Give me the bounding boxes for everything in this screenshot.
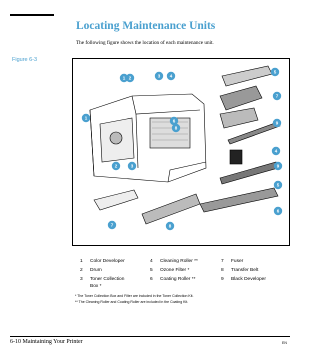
legend-name: Toner Collection — [90, 277, 125, 282]
callout-text: 5 — [276, 182, 280, 188]
callout-text: 4 — [274, 148, 278, 154]
footnote-2: ** The Cleaning Roller and Coating Roller are included in the Coating Kit. — [75, 300, 189, 304]
footnote-1: * The Toner Collection Box and Filter are included in the Toner Collection Kit. — [75, 294, 194, 298]
callout-text: 1 — [84, 115, 88, 121]
callout-text: 7 — [110, 222, 114, 228]
callout-text: 7 — [275, 93, 279, 99]
callout-text: 8 — [168, 223, 172, 229]
legend-num: 4 — [150, 259, 153, 264]
unit-filter — [230, 150, 242, 164]
printer-illustration — [90, 94, 206, 182]
unit-developer-9 — [222, 66, 272, 86]
legend-num: 2 — [80, 268, 83, 273]
legend-num: 8 — [221, 268, 224, 273]
maintenance-units-illustration — [72, 58, 290, 246]
legend-name: Drum — [90, 268, 102, 273]
unit-drum — [142, 194, 200, 224]
footnotes — [75, 293, 193, 305]
legend-num: 5 — [150, 268, 153, 273]
legend-name: Ozone Filter * — [160, 268, 190, 273]
callout-text: 6 — [172, 118, 176, 124]
callout-text: 4 — [169, 73, 173, 79]
page-footer: 6-10 Maintaining Your Printer — [10, 339, 83, 345]
unit-belt — [200, 188, 278, 212]
language-code: EN — [282, 341, 287, 345]
bottom-rule — [10, 336, 290, 337]
legend-num: 1 — [80, 259, 83, 264]
callout-text: 2 — [128, 75, 132, 81]
legend-name: Coating Roller ** — [160, 277, 196, 282]
callout-text: 8 — [174, 125, 178, 131]
callout-text: 3 — [157, 73, 161, 79]
legend-name: Color Developer — [90, 259, 125, 264]
legend-num: 7 — [221, 259, 224, 264]
legend-name: Black Developer — [231, 277, 266, 282]
intro-text: The following figure shows the location of each maintenance unit. — [76, 40, 214, 46]
legend-name: Box * — [90, 284, 102, 289]
legend-num: 3 — [80, 277, 83, 282]
legend-name: Transfer Belt — [231, 268, 259, 273]
section-title: Locating Maintenance Units — [76, 20, 216, 32]
top-rule — [10, 14, 54, 16]
legend-num: 6 — [150, 277, 153, 282]
callout-text: 2 — [114, 163, 118, 169]
callout-text: 5 — [273, 69, 277, 75]
callout-text: 1 — [122, 75, 126, 81]
figure-label: Figure 6-3 — [12, 57, 38, 63]
legend-num: 9 — [221, 277, 224, 282]
legend-name: Fuser — [231, 259, 244, 264]
callout-text: 6 — [276, 208, 280, 214]
unit-toner-box — [94, 190, 138, 210]
unit-fuser — [220, 108, 258, 128]
callout-text: 3 — [130, 163, 134, 169]
unit-roller-2 — [220, 162, 278, 184]
callout-text: 9 — [276, 163, 280, 169]
callout-text: 9 — [275, 120, 279, 126]
unit-developer-1 — [220, 86, 262, 110]
legend-name: Cleaning Roller ** — [160, 259, 198, 264]
